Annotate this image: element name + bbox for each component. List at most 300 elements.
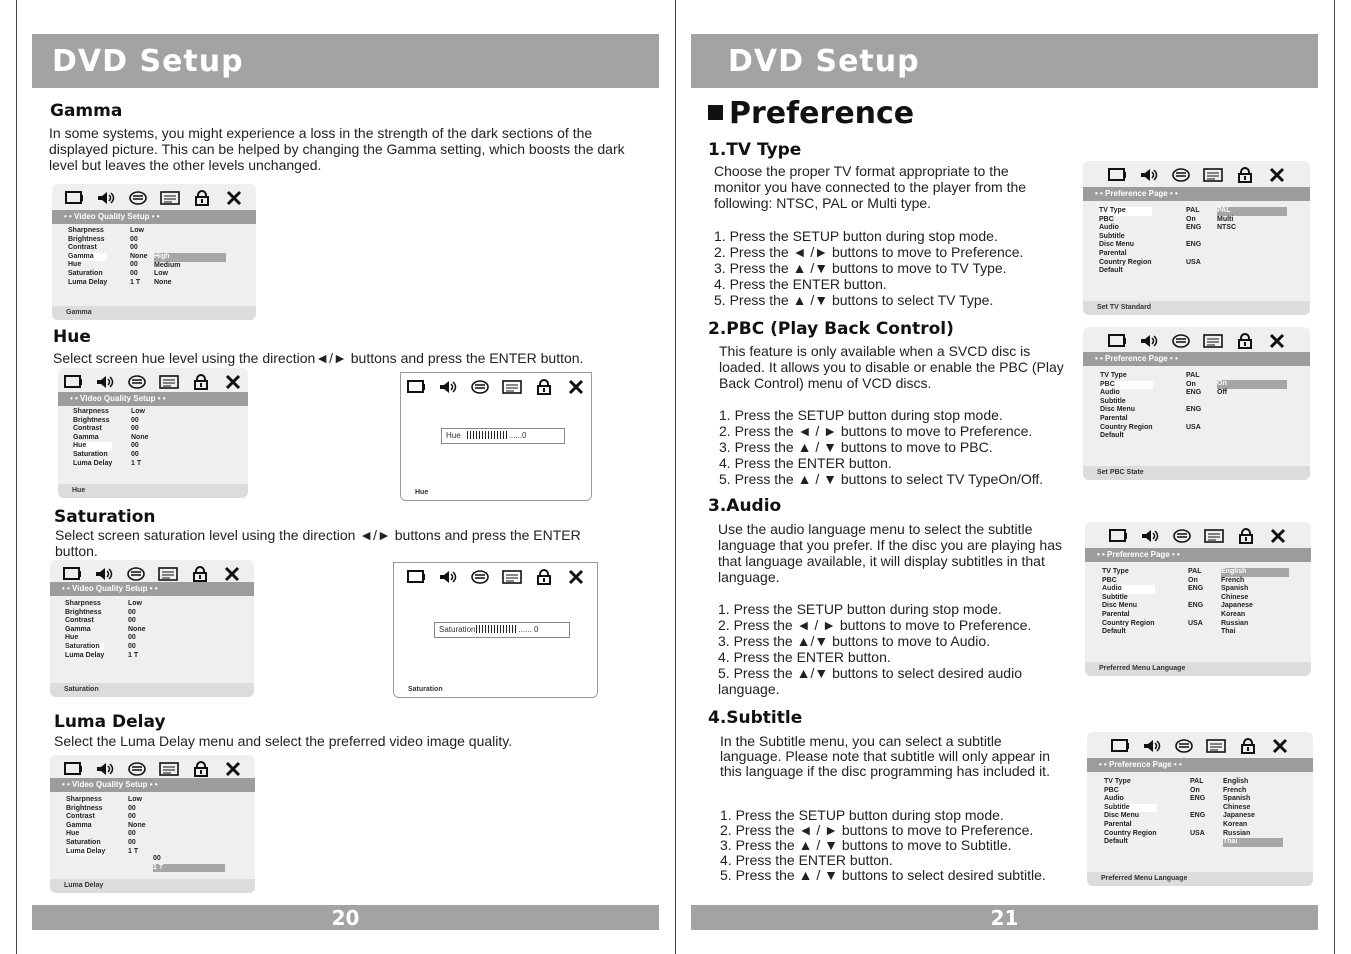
subtitle-osd-screen	[1087, 732, 1313, 886]
exit-icon[interactable]	[221, 564, 243, 584]
tv-icon[interactable]	[1109, 736, 1131, 756]
exit-icon[interactable]	[1266, 331, 1288, 351]
tv-type-body: Choose the proper TV format appropriate to the monitor you have connected to the player from the following: NTSC, PAL or Multi type.	[714, 163, 1027, 211]
luma-osd-screen	[50, 755, 255, 893]
osd-menu-item[interactable]: Japanese	[1221, 602, 1253, 610]
osd-menu-item[interactable]: French	[1221, 576, 1245, 584]
osd-menu-item[interactable]	[1190, 821, 1205, 830]
tv-icon[interactable]	[62, 372, 84, 392]
step-item: 1. Press the SETUP button during stop mode.	[718, 601, 1002, 617]
osd-menu-item[interactable]: None	[128, 625, 146, 633]
setup-panel-icon[interactable]	[1202, 165, 1224, 185]
bullet-square-icon	[708, 105, 723, 120]
osd-menu-item[interactable]: Off	[1217, 388, 1228, 396]
osd-menu-item[interactable]: Audio	[1102, 585, 1155, 594]
lock-icon[interactable]	[189, 564, 211, 584]
osd-menu-item[interactable]: None	[128, 821, 146, 829]
exit-icon[interactable]	[1269, 736, 1291, 756]
osd-menu-item[interactable]: 00	[128, 804, 136, 812]
osd-menu-item[interactable]: Luma Delay	[73, 459, 113, 467]
lock-icon[interactable]	[190, 759, 212, 779]
right-header-title: DVD Setup	[728, 44, 920, 79]
osd-menu-item[interactable]: 00	[128, 813, 136, 821]
osd-menu-item[interactable]: Luma Delay	[66, 847, 106, 855]
osd-menu-item[interactable]: Gamma	[68, 253, 107, 262]
osd-menu-item[interactable]: Default	[1100, 432, 1124, 440]
step-item: 2. Press the ◄ / ► buttons to move to Preference.	[720, 822, 1034, 838]
setup-panel-icon[interactable]	[158, 372, 180, 392]
osd-menu-item[interactable]: Low	[128, 796, 142, 803]
osd-menu-item[interactable]: Gamma	[73, 433, 99, 441]
osd-menu-item[interactable]: TV Type	[1102, 568, 1129, 575]
osd-menu-item[interactable]: Sharpness	[65, 600, 101, 607]
osd-menu-item[interactable]	[1186, 233, 1201, 242]
tv-icon[interactable]	[61, 564, 83, 584]
setup-panel-icon[interactable]	[158, 759, 180, 779]
exit-icon[interactable]	[1267, 526, 1289, 546]
osd-menu-item[interactable]: Subtitle	[1104, 804, 1157, 813]
osd-status-bar: Gamma	[52, 306, 256, 320]
osd-menu-item[interactable]	[1186, 432, 1201, 441]
gamma-options-column	[154, 253, 226, 287]
osd-menu-item[interactable]: Brightness	[66, 804, 103, 812]
osd-menu-item[interactable]: Spanish	[1223, 795, 1251, 803]
gamma-osd-screen	[52, 184, 256, 320]
speaker-icon[interactable]	[93, 564, 115, 584]
osd-menu-item[interactable]: 00	[128, 830, 136, 838]
tv-icon[interactable]	[1107, 526, 1129, 546]
osd-menu-item[interactable]: Parental	[1104, 820, 1132, 828]
osd-menu-item[interactable]: Luma Delay	[65, 651, 105, 659]
luma-body: Select the Luma Delay menu and select the preferred video image quality.	[54, 733, 513, 749]
osd-label-column	[68, 227, 107, 287]
osd-menu-item[interactable]: None	[130, 252, 148, 260]
osd-menu-item[interactable]: On	[1186, 380, 1196, 388]
speaker-icon[interactable]	[94, 759, 116, 779]
osd-status-bar: Luma Delay	[50, 879, 255, 893]
osd-status-bar: Preferred Menu Language	[1085, 662, 1311, 676]
osd-menu-item[interactable]	[1186, 267, 1201, 276]
osd-menu-item[interactable]: 1 T	[153, 864, 225, 873]
speaker-icon[interactable]	[1138, 165, 1160, 185]
osd-menu-bar: • • Video Quality Setup • •	[58, 392, 248, 406]
osd-menu-item[interactable]: USA	[1188, 619, 1203, 627]
dolby-icon[interactable]	[1171, 526, 1193, 546]
osd-menu-bar: • • Video Quality Setup • •	[50, 582, 254, 596]
osd-menu-item[interactable]	[1186, 415, 1201, 424]
osd-menu-item[interactable]: Sharpness	[68, 227, 104, 234]
osd-menu-item[interactable]: Country Region	[1102, 619, 1155, 627]
osd-menu-item[interactable]: Saturation	[66, 838, 101, 846]
osd-menu-item[interactable]: PAL	[1190, 778, 1204, 785]
osd-menu-item[interactable]: Contrast	[65, 617, 94, 625]
step-item: 5. Press the ▲ / ▼ buttons to select TV TypeOn/Off.	[719, 471, 1044, 487]
osd-menu-item[interactable]: Parental	[1100, 414, 1128, 422]
tv-icon[interactable]	[62, 759, 84, 779]
lock-icon[interactable]	[533, 377, 555, 397]
osd-menu-item[interactable]: 00	[131, 416, 139, 424]
audio-steps	[718, 601, 1038, 697]
tv-icon[interactable]	[63, 188, 85, 208]
osd-menu-item[interactable]: ENG	[1190, 795, 1206, 803]
osd-menu-item[interactable]: PBC	[1100, 381, 1153, 390]
exit-icon[interactable]	[223, 188, 245, 208]
dolby-icon[interactable]	[125, 564, 147, 584]
osd-menu-item[interactable]: None	[131, 433, 149, 441]
saturation-body: Select screen saturation level using the direction ◄/► buttons and press the ENTER button.	[55, 527, 581, 559]
osd-menu-item[interactable]: Parental	[1102, 610, 1130, 618]
osd-menu-item[interactable]: TV Type	[1100, 372, 1127, 379]
osd-menu-item[interactable]: Sharpness	[66, 796, 102, 803]
setup-panel-icon[interactable]	[1203, 526, 1225, 546]
osd-icon-row	[52, 188, 256, 210]
osd-icon-row	[401, 377, 591, 399]
saturation-slider-screen	[393, 562, 598, 698]
right-page-number: 21	[990, 906, 1019, 930]
osd-menu-item[interactable]: USA	[1186, 423, 1201, 431]
dolby-icon[interactable]	[127, 188, 149, 208]
step-item: 5. Press the ▲ / ▼ buttons to select desired subtitle.	[720, 867, 1046, 883]
osd-menu-item[interactable]	[1188, 594, 1203, 603]
osd-menu-item[interactable]: PAL	[1186, 372, 1200, 379]
dolby-icon[interactable]	[469, 377, 491, 397]
osd-menu-item[interactable]	[1186, 398, 1201, 407]
osd-menu-item[interactable]: Chinese	[1223, 803, 1251, 811]
subtitle-title: 4.Subtitle	[708, 708, 803, 728]
osd-menu-item[interactable]: Hue	[66, 830, 80, 838]
osd-value-column	[130, 227, 148, 287]
luma-title: Luma Delay	[54, 712, 166, 732]
osd-status-bar: Preferred Menu Language	[1087, 872, 1313, 886]
osd-label-column	[1104, 778, 1157, 847]
exit-icon[interactable]	[222, 372, 244, 392]
saturation-title: Saturation	[54, 507, 156, 527]
osd-menu-item[interactable]: Hue	[73, 442, 112, 451]
speaker-icon[interactable]	[437, 567, 459, 587]
osd-menu-item[interactable]: 00	[128, 642, 136, 650]
speaker-icon[interactable]	[1138, 331, 1160, 351]
step-item: 1. Press the SETUP button during stop mode.	[720, 807, 1004, 823]
step-item: 3. Press the ▲ /▼ buttons to move to TV Type.	[714, 260, 1007, 276]
hue-slider-screen	[400, 372, 592, 501]
osd-menu-item[interactable]: PAL	[1217, 207, 1287, 216]
osd-menu-item[interactable]: Parental	[1099, 249, 1127, 257]
osd-menu-item[interactable]: ENG	[1190, 812, 1206, 820]
dolby-icon[interactable]	[469, 567, 491, 587]
osd-label-column	[1100, 372, 1153, 441]
osd-menu-item[interactable]: 00	[153, 855, 161, 862]
osd-menu-item[interactable]: Gamma	[66, 821, 92, 829]
osd-menu-item[interactable]: Luma Delay	[68, 278, 108, 286]
osd-menu-item[interactable]: 00	[130, 235, 138, 243]
right-header-bar	[691, 34, 1318, 88]
exit-icon[interactable]	[1266, 165, 1288, 185]
osd-menu-item[interactable]: 1 T	[130, 278, 141, 286]
osd-menu-item[interactable]: Default	[1104, 838, 1128, 846]
osd-menu-item[interactable]: 00	[131, 442, 139, 450]
osd-menu-item[interactable]: ENG	[1186, 241, 1202, 249]
step-item: 4. Press the ENTER button.	[718, 649, 891, 665]
osd-menu-item[interactable]: Korean	[1221, 610, 1246, 618]
osd-icon-row	[1085, 526, 1311, 548]
osd-menu-item[interactable]	[1188, 611, 1203, 620]
osd-label-column	[65, 600, 104, 660]
osd-menu-item[interactable]: On	[1190, 786, 1200, 794]
pbc-body: This feature is only available when a SVCD disc is loaded. It allows you to disable or enable the PBC (Play Back Control) menu of VCD discs.	[719, 343, 1064, 391]
osd-menu-item[interactable]: TV Type	[1104, 778, 1131, 785]
osd-menu-item[interactable]	[1186, 250, 1201, 259]
step-item: 4. Press the ENTER button.	[719, 455, 892, 471]
tv-icon[interactable]	[1106, 331, 1128, 351]
osd-menu-item[interactable]: None	[154, 278, 172, 286]
osd-menu-item[interactable]: 1 T	[131, 459, 142, 467]
osd-status-bar: Hue	[58, 484, 248, 498]
osd-menu-item[interactable]: Brightness	[73, 416, 110, 424]
osd-icon-row	[394, 567, 597, 589]
osd-menu-item[interactable]	[1188, 628, 1203, 637]
exit-icon[interactable]	[565, 377, 587, 397]
step-item: 3. Press the ▲/▼ buttons to move to Audio.	[718, 633, 991, 649]
gamma-body: In some systems, you might experience a loss in the strength of the dark sections of the displayed picture. This can be helped by changing the Gamma setting, which boosts the dark level but leaves the other levels unchanged.	[49, 125, 625, 173]
setup-panel-icon[interactable]	[501, 567, 523, 587]
osd-menu-item[interactable]: Default	[1099, 267, 1123, 275]
hue-body: Select screen hue level using the direction◄/► buttons and press the ENTER button.	[53, 350, 584, 366]
dolby-icon[interactable]	[1170, 331, 1192, 351]
osd-menu-item[interactable]: High	[154, 253, 226, 262]
osd-menu-item[interactable]: Saturation	[68, 269, 103, 277]
step-item: 4. Press the ENTER button.	[714, 276, 887, 292]
osd-menu-item[interactable]: 00	[128, 838, 136, 846]
tv-type-steps	[714, 228, 1023, 308]
exit-icon[interactable]	[565, 567, 587, 587]
osd-value-column	[1186, 207, 1201, 276]
right-page-border	[1334, 0, 1335, 954]
osd-menu-item[interactable]: PAL	[1186, 207, 1200, 214]
osd-status-bar: Set TV Standard	[1083, 301, 1310, 315]
pbc-options-column	[1217, 380, 1287, 397]
osd-menu-item[interactable]: 00	[130, 244, 138, 252]
hue-slider-label: Hue	[446, 431, 461, 440]
osd-menu-item[interactable]: NTSC	[1217, 224, 1237, 232]
step-item: 2. Press the ◄ / ► buttons to move to Preference.	[718, 617, 1032, 633]
osd-menu-item[interactable]: Russian	[1223, 829, 1251, 837]
saturation-osd-screen	[50, 560, 254, 697]
osd-menu-item[interactable]: Brightness	[65, 608, 102, 616]
step-item: 5. Press the ▲ /▼ buttons to select TV Type.	[714, 292, 994, 308]
left-footer-bar	[32, 905, 659, 930]
osd-value-column	[128, 796, 146, 856]
tv-icon[interactable]	[1106, 165, 1128, 185]
osd-value-column	[1190, 778, 1205, 847]
osd-menu-bar: • • Preference Page • •	[1083, 352, 1310, 366]
osd-menu-item[interactable]: English	[1221, 568, 1289, 577]
setup-panel-icon[interactable]	[501, 377, 523, 397]
osd-menu-item[interactable]: 00	[128, 608, 136, 616]
speaker-icon[interactable]	[1141, 736, 1163, 756]
osd-menu-item[interactable]: Country Region	[1099, 258, 1152, 266]
osd-menu-item[interactable]: Audio	[1099, 224, 1119, 232]
osd-menu-item[interactable]: Japanese	[1223, 812, 1255, 820]
osd-menu-item[interactable]: English	[1223, 778, 1249, 785]
speaker-icon[interactable]	[1139, 526, 1161, 546]
step-item: 3. Press the ▲ / ▼ buttons to move to PBC.	[719, 439, 993, 455]
left-page-border	[16, 0, 17, 954]
osd-value-column	[1186, 372, 1201, 441]
osd-menu-item[interactable]: 1 T	[128, 847, 139, 855]
osd-menu-item[interactable]	[1190, 804, 1205, 813]
setup-panel-icon[interactable]	[1202, 331, 1224, 351]
preference-title-text: Preference	[729, 96, 915, 131]
osd-menu-bar: • • Preference Page • •	[1085, 548, 1311, 562]
lock-icon[interactable]	[1234, 331, 1256, 351]
osd-menu-item[interactable]: USA	[1190, 829, 1205, 837]
osd-menu-item[interactable]: Audio	[1104, 795, 1124, 803]
osd-menu-item[interactable]: 00	[131, 425, 139, 433]
osd-menu-item[interactable]: Medium	[154, 261, 181, 269]
osd-menu-item[interactable]: Russian	[1221, 619, 1249, 627]
dolby-icon[interactable]	[126, 372, 148, 392]
osd-label-column	[1099, 207, 1152, 276]
osd-menu-item[interactable]: On	[1188, 576, 1198, 584]
osd-menu-item[interactable]: ENG	[1186, 406, 1202, 414]
osd-menu-item[interactable]: PBC	[1104, 786, 1119, 794]
center-divider	[675, 0, 676, 954]
step-item: 3. Press the ▲ / ▼ buttons to move to Subtitle.	[720, 837, 1012, 853]
hue-slider[interactable]	[441, 428, 565, 444]
osd-status-bar: Saturation	[394, 683, 597, 697]
speaker-icon[interactable]	[94, 372, 116, 392]
osd-menu-item[interactable]: Thai	[1223, 838, 1283, 847]
osd-menu-item[interactable]: French	[1223, 786, 1247, 794]
step-item: 4. Press the ENTER button.	[720, 852, 893, 868]
osd-menu-item[interactable]: Brightness	[68, 235, 105, 243]
setup-panel-icon[interactable]	[1205, 736, 1227, 756]
osd-menu-item[interactable]: Sharpness	[73, 408, 109, 415]
osd-menu-item[interactable]: Country Region	[1104, 829, 1157, 837]
osd-menu-item[interactable]: Disc Menu	[1104, 812, 1140, 820]
left-header-bar	[32, 34, 659, 88]
osd-menu-item[interactable]: Contrast	[68, 244, 97, 252]
osd-menu-item[interactable]: Chinese	[1221, 593, 1249, 601]
speaker-icon[interactable]	[95, 188, 117, 208]
setup-panel-icon[interactable]	[157, 564, 179, 584]
setup-panel-icon[interactable]	[159, 188, 181, 208]
osd-menu-item[interactable]: Thai	[1221, 628, 1236, 636]
osd-menu-item[interactable]: ENG	[1186, 224, 1202, 232]
osd-menu-item[interactable]: Low	[154, 270, 168, 278]
lock-icon[interactable]	[1235, 526, 1257, 546]
exit-icon[interactable]	[222, 759, 244, 779]
osd-menu-item[interactable]: TV Type	[1099, 207, 1152, 216]
hue-osd-screen	[58, 368, 248, 498]
osd-menu-item[interactable]: PBC	[1099, 215, 1114, 223]
osd-menu-item[interactable]	[1190, 838, 1205, 847]
osd-menu-item[interactable]: Subtitle	[1099, 232, 1125, 240]
osd-menu-item[interactable]: 00	[130, 261, 138, 269]
osd-menu-bar: • • Preference Page • •	[1083, 187, 1310, 201]
osd-menu-item[interactable]: ENG	[1186, 389, 1202, 397]
osd-menu-bar: • • Preference Page • •	[1087, 758, 1313, 772]
osd-status-bar: Set PBC State	[1083, 466, 1310, 480]
osd-label-column	[66, 796, 105, 856]
osd-menu-item[interactable]: ENG	[1188, 602, 1204, 610]
dolby-icon[interactable]	[1173, 736, 1195, 756]
osd-menu-item[interactable]: ENG	[1188, 585, 1204, 593]
saturation-slider-value: 0	[534, 625, 539, 634]
osd-menu-item[interactable]: Hue	[68, 261, 82, 269]
osd-menu-item[interactable]: PAL	[1188, 568, 1202, 575]
saturation-slider[interactable]	[434, 622, 570, 638]
subtitle-steps	[720, 808, 1050, 883]
osd-menu-item[interactable]: Country Region	[1100, 423, 1153, 431]
step-item: 1. Press the SETUP button during stop mode.	[714, 228, 998, 244]
osd-menu-item[interactable]: Disc Menu	[1099, 241, 1135, 249]
osd-value-column	[1188, 568, 1203, 637]
dolby-icon[interactable]	[1170, 165, 1192, 185]
dolby-icon[interactable]	[126, 759, 148, 779]
osd-icon-row	[1083, 165, 1310, 187]
audio-options-column	[1221, 568, 1289, 637]
osd-menu-item[interactable]: Saturation	[65, 643, 104, 652]
osd-menu-item[interactable]: On	[1217, 380, 1287, 389]
osd-menu-item[interactable]: Subtitle	[1100, 397, 1126, 405]
osd-menu-item[interactable]: Disc Menu	[1102, 602, 1138, 610]
hue-title: Hue	[53, 327, 91, 347]
tv-type-options-column	[1217, 207, 1287, 233]
osd-menu-bar: • • Video Quality Setup • •	[52, 210, 256, 224]
osd-menu-item[interactable]: 00	[130, 269, 138, 277]
subtitle-body: In the Subtitle menu, you can select a subtitle language. Please note that subtitle will only appear in this language if the disc programming has included it.	[720, 733, 1050, 779]
osd-menu-item[interactable]: Subtitle	[1102, 593, 1128, 601]
osd-menu-item[interactable]: Low	[130, 227, 144, 234]
osd-menu-item[interactable]: Contrast	[73, 425, 102, 433]
osd-menu-item[interactable]: Multi	[1217, 215, 1234, 223]
lock-icon[interactable]	[191, 188, 213, 208]
gamma-title: Gamma	[50, 101, 123, 121]
lock-icon[interactable]	[1234, 165, 1256, 185]
osd-menu-item[interactable]: Low	[131, 408, 145, 415]
saturation-slider-label: Saturation	[439, 625, 476, 634]
osd-menu-item[interactable]: 00	[131, 450, 139, 458]
osd-menu-item[interactable]: Hue	[65, 634, 79, 642]
tv-icon[interactable]	[405, 377, 427, 397]
tv-icon[interactable]	[405, 567, 427, 587]
osd-menu-item[interactable]: 00	[128, 617, 136, 625]
speaker-icon[interactable]	[437, 377, 459, 397]
osd-menu-item[interactable]: On	[1186, 215, 1196, 223]
osd-menu-item[interactable]: Korean	[1223, 820, 1248, 828]
osd-menu-item[interactable]: Audio	[1100, 389, 1120, 397]
osd-menu-item[interactable]: Spanish	[1221, 585, 1249, 593]
lock-icon[interactable]	[190, 372, 212, 392]
osd-menu-item[interactable]: 1 T	[128, 651, 139, 659]
osd-menu-item[interactable]: Low	[128, 600, 142, 607]
step-item: 5. Press the ▲/▼ buttons to select desired audio language.	[718, 665, 1022, 697]
osd-menu-item[interactable]: Disc Menu	[1100, 406, 1136, 414]
osd-menu-item[interactable]: Gamma	[65, 625, 91, 633]
pbc-osd-screen	[1083, 327, 1310, 480]
osd-menu-item[interactable]: Saturation	[73, 450, 108, 458]
osd-menu-item[interactable]: Contrast	[66, 813, 95, 821]
lock-icon[interactable]	[1237, 736, 1259, 756]
lock-icon[interactable]	[533, 567, 555, 587]
osd-menu-item[interactable]: 00	[128, 634, 136, 642]
osd-menu-bar: • • Video Quality Setup • •	[50, 778, 255, 792]
osd-menu-item[interactable]: Default	[1102, 628, 1126, 636]
osd-menu-item[interactable]: USA	[1186, 258, 1201, 266]
osd-menu-item[interactable]: PBC	[1102, 576, 1117, 584]
hue-slider-value: 0	[522, 431, 527, 440]
